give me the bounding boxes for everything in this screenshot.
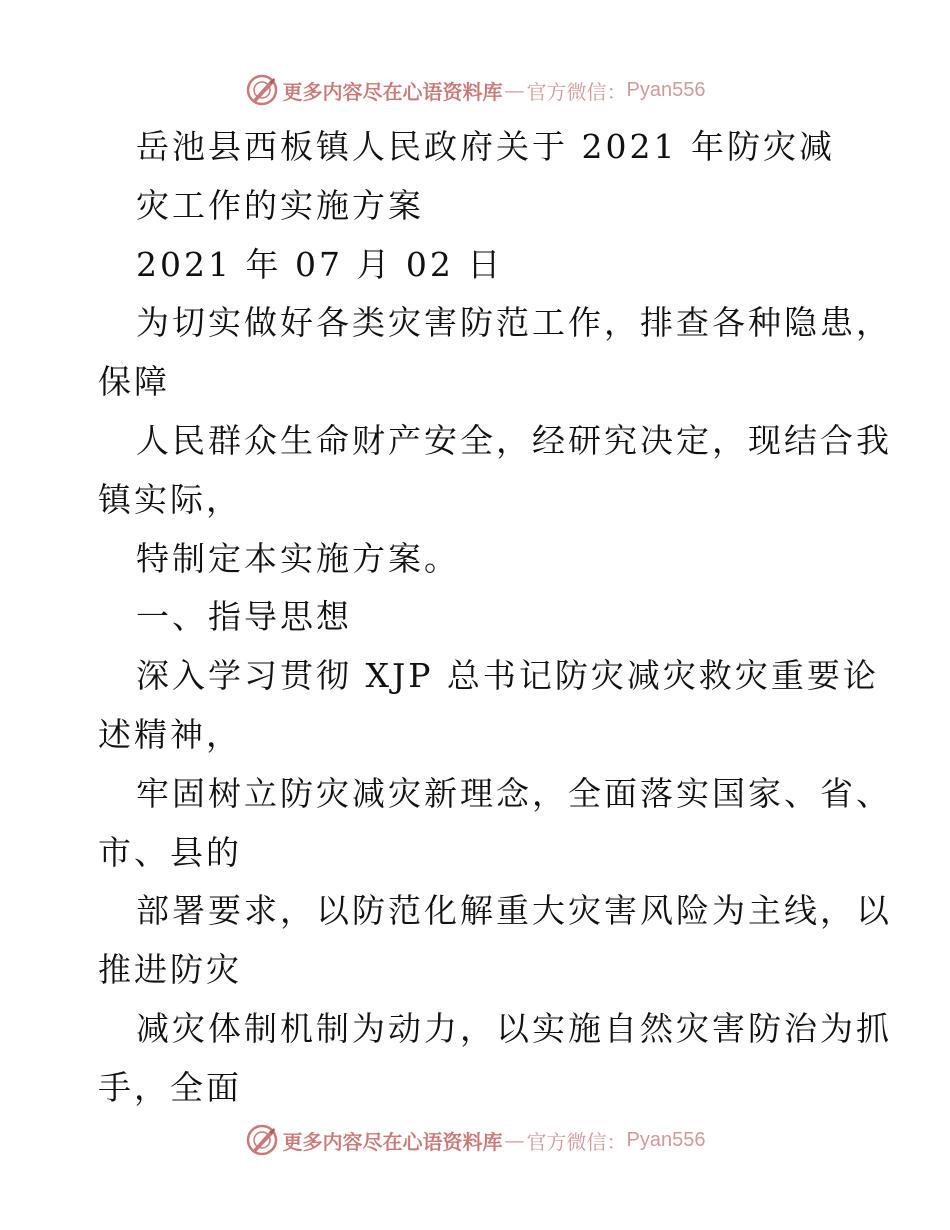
watermark-bottom	[0, 1120, 950, 1160]
watermark-id: Pyan556	[626, 1128, 706, 1151]
paragraph-line: 为切实做好各类灾害防范工作，排查各种隐患，	[136, 303, 892, 343]
paragraph-line: 部署要求，以防范化解重大灾害风险为主线，以	[136, 891, 892, 931]
paragraph-line: 保障	[98, 362, 170, 402]
paragraph-line: 特制定本实施方案。	[136, 538, 460, 578]
watermark-dash: —	[504, 78, 525, 102]
watermark-top	[0, 70, 950, 110]
section-heading: 一、指导思想	[136, 597, 352, 637]
pen-logo-icon	[245, 73, 279, 107]
watermark-id: Pyan556	[626, 78, 706, 101]
watermark-dash: —	[504, 1128, 525, 1152]
document-body	[0, 118, 950, 1118]
watermark-suffix: 官方微信：	[526, 79, 627, 104]
watermark-suffix: 官方微信：	[526, 1129, 627, 1154]
paragraph-line: 市、县的	[98, 832, 242, 872]
paragraph-line: 深入学习贯彻 XJP 总书记防灾减灾救灾重要论	[136, 656, 879, 696]
paragraph-line: 推进防灾	[98, 950, 242, 990]
paragraph-line: 手，全面	[98, 1067, 242, 1107]
document-title-line: 灾工作的实施方案	[136, 185, 424, 225]
watermark-main-text: 更多内容尽在心语资料库	[282, 1129, 503, 1154]
document-date: 2021 年 07 月 02 日	[136, 244, 504, 284]
paragraph-line: 减灾体制机制为动力，以实施自然灾害防治为抓	[136, 1008, 892, 1048]
pen-logo-icon	[245, 1123, 279, 1157]
paragraph-line: 述精神，	[98, 714, 242, 754]
paragraph-line: 人民群众生命财产安全，经研究决定，现结合我	[136, 420, 892, 460]
paragraph-line: 牢固树立防灾减灾新理念，全面落实国家、省、	[136, 773, 892, 813]
paragraph-line: 镇实际，	[98, 479, 242, 519]
document-title-line: 岳池县西板镇人民政府关于 2021 年防灾减	[136, 127, 835, 166]
watermark-main-text: 更多内容尽在心语资料库	[282, 79, 503, 104]
